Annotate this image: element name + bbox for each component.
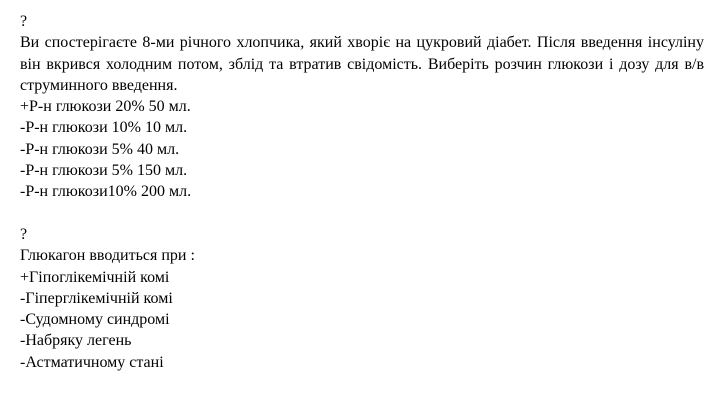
answer-option: -Р-н глюкози 5% 150 мл.	[20, 162, 188, 180]
question-marker: ?	[20, 13, 28, 30]
answer-option: -Р-н глюкози 5% 40 мл.	[20, 140, 180, 158]
answer-option: -Набряку легень	[20, 332, 132, 350]
document-body	[20, 11, 704, 373]
question-marker: ?	[20, 225, 28, 243]
answer-option: -Астматичному стані	[20, 353, 164, 371]
answer-option: +Гіпоглікемічній комі	[20, 268, 170, 286]
question-text: Глюкагон вводиться при :	[20, 247, 195, 265]
blank-line	[20, 203, 704, 224]
answer-option: -Гіперглікемічній комі	[20, 289, 173, 307]
answer-option: -Р-н глюкози 10% 10 мл.	[20, 119, 188, 137]
answer-option: -Р-н глюкози10% 200 мл.	[20, 183, 192, 201]
answer-option: -Судомному синдромі	[20, 311, 170, 329]
answer-option: +Р-н глюкози 20% 50 мл.	[20, 98, 191, 116]
question-text: Ви спостерігаєте 8-ми річного хлопчика, який хворіє на цукровий діабет. Після введення інсуліну він вкрився холодним потом, зблід та втратив свідомість. Виберіть розчин глюкози і дозу для в/в струминного введення.	[20, 34, 704, 94]
